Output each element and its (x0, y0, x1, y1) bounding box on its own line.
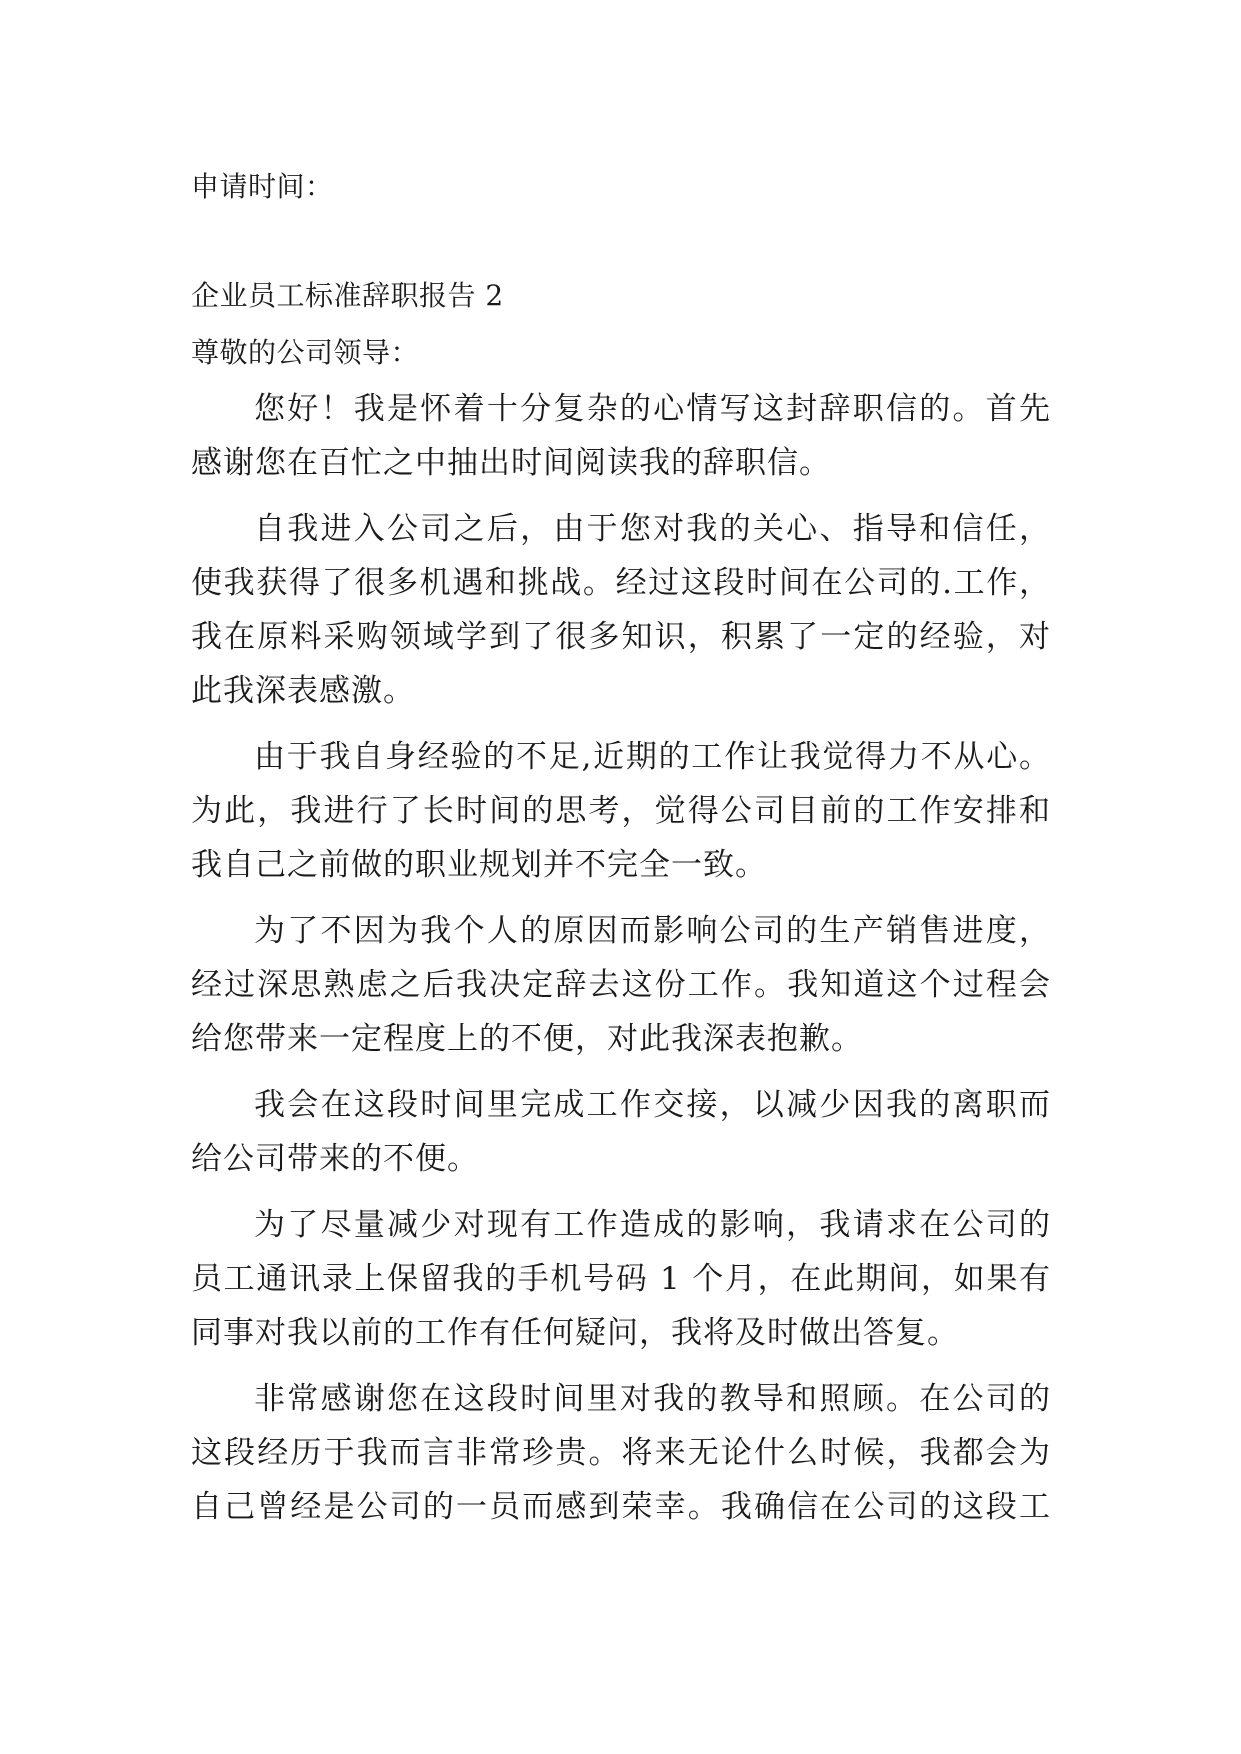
paragraph-7-line-3: 自己曾经是公司的一员而感到荣幸。我确信在公司的这段工 (191, 1489, 1051, 1525)
paragraph-6-line-1: 为了尽量减少对现有工作造成的影响，我请求在公司的 (254, 1207, 1051, 1243)
paragraph-2-line-4: 此我深表感激。 (191, 673, 415, 709)
paragraph-5-line-1: 我会在这段时间里完成工作交接，以减少因我的离职而 (254, 1087, 1051, 1123)
paragraph-3-line-3: 我自己之前做的职业规划并不完全一致。 (191, 847, 767, 883)
application-time-label: 申请时间： (191, 170, 334, 203)
paragraph-5-line-2: 给公司带来的不便。 (191, 1141, 479, 1177)
paragraph-2-line-2: 使我获得了很多机遇和挑战。经过这段时间在公司的.工作， (191, 565, 1051, 601)
paragraph-4-line-3: 给您带来一定程度上的不便，对此我深表抱歉。 (191, 1021, 863, 1057)
report-title: 企业员工标准辞职报告 2 (191, 279, 504, 312)
paragraph-3-line-1: 由于我自身经验的不足,近期的工作让我觉得力不从心。 (254, 739, 1051, 775)
paragraph-1-line-1: 您好！我是怀着十分复杂的心情写这封辞职信的。首先 (254, 391, 1051, 427)
paragraph-2-line-1: 自我进入公司之后，由于您对我的关心、指导和信任， (254, 511, 1051, 547)
salutation: 尊敬的公司领导： (191, 336, 420, 369)
paragraph-2-line-3: 我在原料采购领域学到了很多知识，积累了一定的经验，对 (191, 619, 1051, 655)
paragraph-4-line-1: 为了不因为我个人的原因而影响公司的生产销售进度， (254, 913, 1051, 949)
paragraph-4-line-2: 经过深思熟虑之后我决定辞去这份工作。我知道这个过程会 (191, 967, 1051, 1003)
paragraph-6-line-3: 同事对我以前的工作有任何疑问，我将及时做出答复。 (191, 1315, 959, 1351)
paragraph-7-line-1: 非常感谢您在这段时间里对我的教导和照顾。在公司的 (254, 1381, 1051, 1417)
paragraph-7-line-2: 这段经历于我而言非常珍贵。将来无论什么时候，我都会为 (191, 1435, 1051, 1471)
paragraph-1-line-2: 感谢您在百忙之中抽出时间阅读我的辞职信。 (191, 445, 831, 481)
paragraph-3-line-2: 为此，我进行了长时间的思考，觉得公司目前的工作安排和 (191, 793, 1051, 829)
paragraph-6-line-2: 员工通讯录上保留我的手机号码 1 个月，在此期间，如果有 (191, 1261, 1051, 1297)
